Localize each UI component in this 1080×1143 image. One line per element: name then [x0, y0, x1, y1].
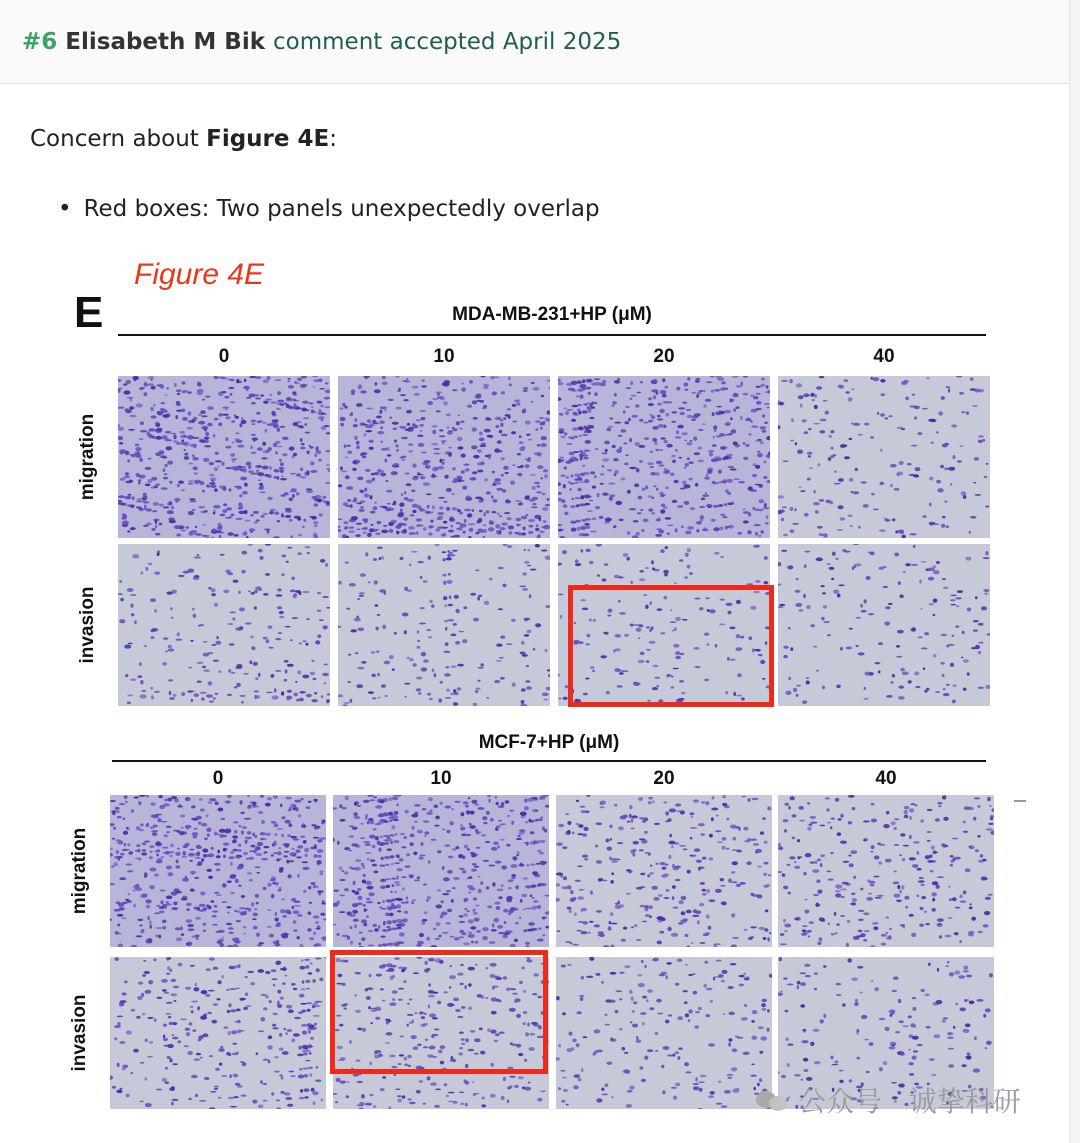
overlap-red-box	[568, 585, 774, 707]
micrograph-tile	[333, 795, 549, 947]
micrograph-tile	[778, 795, 994, 947]
micrograph-tile	[338, 376, 550, 538]
micrograph-tile	[556, 957, 772, 1109]
concern-text: Concern about Figure 4E:	[30, 126, 337, 152]
group-rule	[118, 334, 986, 336]
comment-header	[0, 0, 1070, 84]
micrograph-tile	[778, 544, 990, 706]
group-rule	[112, 760, 986, 762]
row-label-migration: migration	[69, 827, 90, 915]
overlap-red-box	[330, 950, 548, 1074]
micrograph-tile	[338, 544, 550, 706]
figure-annotation-title: Figure 4E	[134, 258, 265, 291]
panel-letter: E	[74, 288, 104, 337]
row-label-invasion: invasion	[69, 994, 90, 1072]
figure-reference: Figure 4E	[206, 126, 330, 152]
row-label-invasion: invasion	[77, 586, 98, 664]
micrograph-tile	[778, 376, 990, 538]
watermark	[756, 1080, 1021, 1120]
dose-label: 40	[875, 768, 897, 789]
micrograph-tile	[556, 795, 772, 947]
concern-list	[58, 196, 600, 222]
dose-label: 0	[212, 768, 224, 789]
dose-label: 10	[430, 768, 452, 789]
watermark-text: 公众号 · 诚挚科研	[798, 1085, 1021, 1118]
list-item: • Red boxes: Two panels unexpectedly overlap	[58, 196, 600, 222]
figure-image	[60, 250, 1020, 1130]
dose-label: 20	[653, 346, 675, 367]
dose-label: 10	[433, 346, 455, 367]
micrograph-tile	[110, 795, 326, 947]
group-title: MCF-7+HP (μM)	[478, 732, 620, 753]
group-title: MDA-MB-231+HP (μM)	[452, 304, 652, 325]
comment-number[interactable]: #6	[22, 28, 58, 55]
comment-author[interactable]: Elisabeth M Bik	[65, 28, 266, 55]
micrograph-tile	[110, 957, 326, 1109]
micrograph-tile	[118, 376, 330, 538]
dose-label: 0	[218, 346, 230, 367]
comment-status: comment accepted April 2025	[273, 28, 622, 55]
micrograph-tile	[558, 376, 770, 538]
dose-label: 20	[653, 768, 675, 789]
micrograph-tile	[118, 544, 330, 706]
dose-label: 40	[873, 346, 895, 367]
wechat-icon	[756, 1087, 790, 1113]
scrollbar[interactable]	[1069, 0, 1080, 1143]
page-dash	[1014, 800, 1026, 802]
row-label-migration: migration	[77, 413, 98, 501]
